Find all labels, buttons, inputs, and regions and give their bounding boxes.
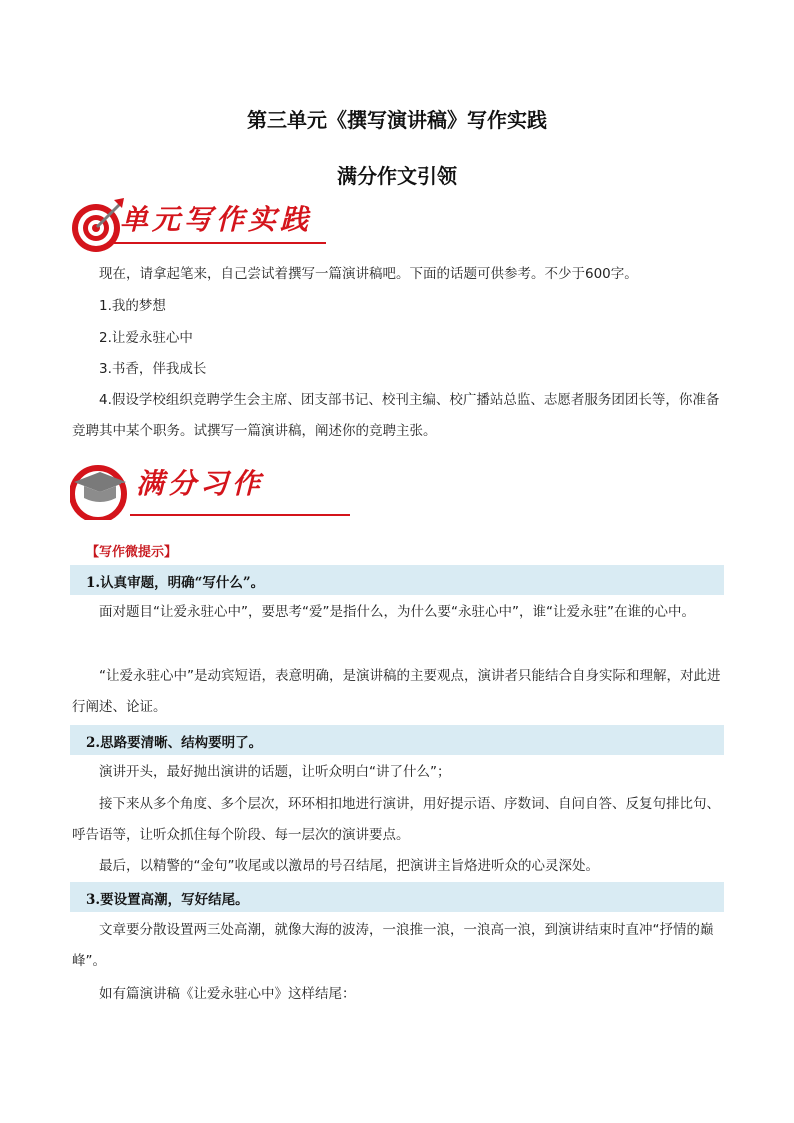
tip-heading: 2.思路要清晰、结构要明了。 (86, 735, 263, 751)
paragraph: 文章要分散设置两三处高潮，就像大海的波涛，一浪推一浪，一浪高一浪，到演讲结束时直冲“抒情的巅峰”。 (72, 922, 714, 969)
paragraph: 如有篇演讲稿《让爱永驻心中》这样结尾： (99, 986, 356, 1002)
section-banner-title: 满分习作 (136, 467, 265, 500)
section-banner-writing-practice (70, 196, 340, 256)
section-banner-full-score (70, 460, 340, 520)
hint-label: 【写作微提示】 (86, 545, 178, 560)
tip-heading-bar (70, 725, 724, 755)
section-banner-title: 单元写作实践 (120, 203, 313, 236)
tip-heading-bar (70, 565, 724, 595)
banner-underline (114, 242, 326, 244)
paragraph: “让爱永驻心中”是动宾短语，表意明确，是演讲稿的主要观点，演讲者只能结合自身实际和理解，对此进行阐述、论证。 (72, 668, 721, 715)
topic-item: 1.我的梦想 (99, 298, 166, 314)
paragraph: 面对题目“让爱永驻心中”，要思考“爱”是指什么，为什么要“永驻心中”，谁“让爱永驻”在谁的心中。 (99, 604, 695, 620)
document-subtitle: 满分作文引领 (337, 164, 457, 188)
paragraph-intro: 现在，请拿起笔来，自己尝试着撰写一篇演讲稿吧。下面的话题可供参考。不少于600字。 (99, 266, 638, 282)
tip-heading: 3.要设置高潮，写好结尾。 (86, 892, 249, 908)
tip-heading-bar (70, 882, 724, 912)
banner-underline (130, 514, 350, 516)
paragraph: 最后，以精警的“金句”收尾或以激昂的号召结尾，把演讲主旨烙进听众的心灵深处。 (99, 858, 599, 874)
tip-heading: 1.认真审题，明确“写什么”。 (86, 575, 265, 591)
topic-item: 4.假设学校组织竞聘学生会主席、团支部书记、校刊主编、校广播站总监、志愿者服务团团长等，你准备竞聘其中某个职务。试撰写一篇演讲稿，阐述你的竞聘主张。 (72, 392, 720, 439)
paragraph: 接下来从多个角度、多个层次，环环相扣地进行演讲，用好提示语、序数词、自问自答、反复句排比句、呼告语等，让听众抓住每个阶段、每一层次的演讲要点。 (72, 796, 720, 843)
topic-item: 2.让爱永驻心中 (99, 330, 193, 346)
topic-item: 3.书香，伴我成长 (99, 361, 207, 377)
graduation-cap-icon (70, 460, 130, 520)
paragraph: 演讲开头，最好抛出演讲的话题，让听众明白“讲了什么”； (99, 764, 451, 780)
document-title: 第三单元《撰写演讲稿》写作实践 (247, 108, 547, 132)
